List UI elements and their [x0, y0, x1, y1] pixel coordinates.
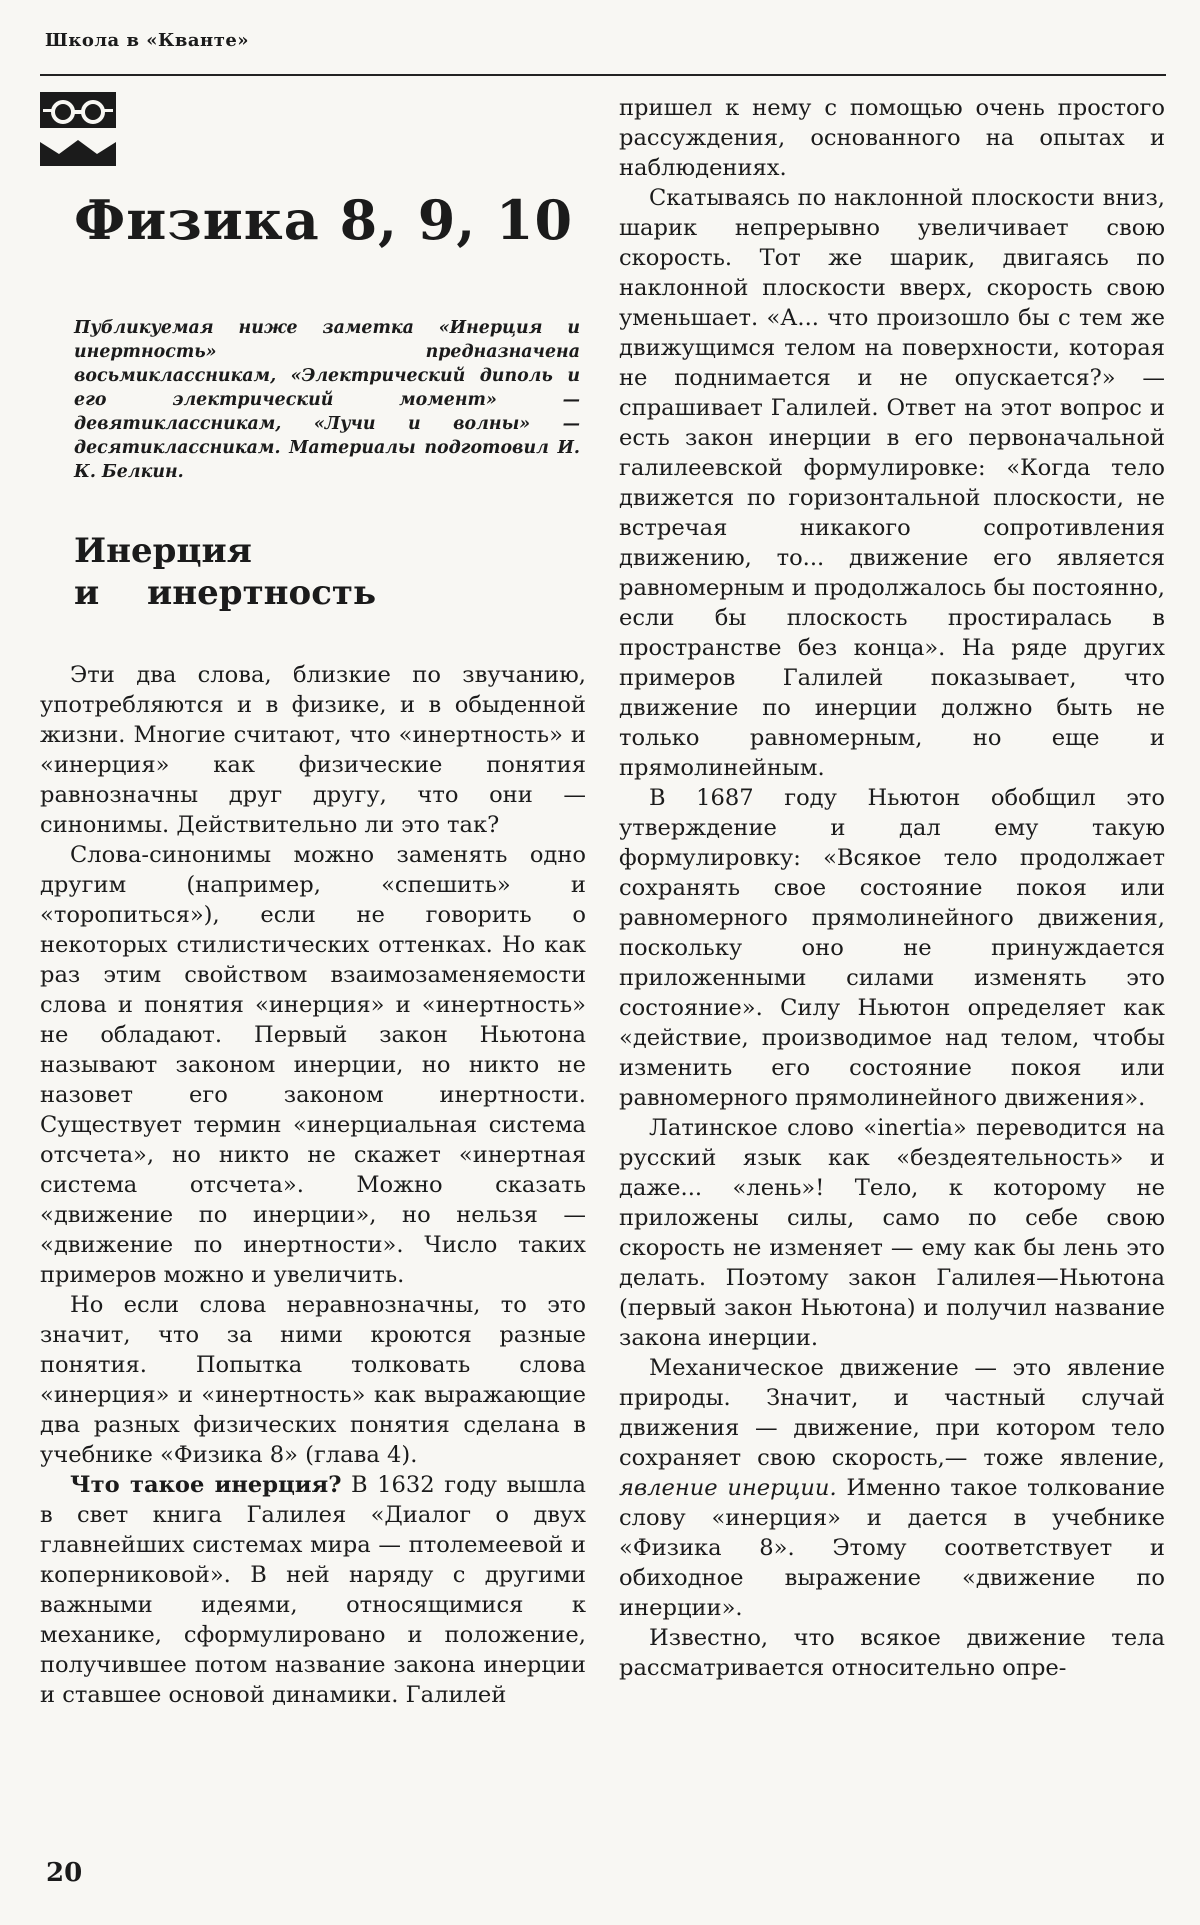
- article-title-line2: и инертность: [74, 573, 377, 613]
- paragraph-text: Именно такое толкование слову «инерция» и дается в учебнике «Физика 8». Этому соответствует и обиходное выражение «движение по инерции».: [619, 1475, 1165, 1621]
- page-title: Физика 8, 9, 10: [74, 188, 574, 252]
- paragraph: [40, 1470, 586, 1710]
- paragraph-text: Механическое движение — это явление природы. Значит, и частный случай движения — движение, при котором тело сохраняет свою скорость,— тоже явление,: [619, 1355, 1165, 1471]
- header-rule: [40, 74, 1166, 76]
- paragraph: Известно, что всякое движение тела рассматривается относительно опре-: [619, 1625, 1165, 1681]
- page-number: 20: [46, 1858, 83, 1888]
- paragraph: Латинское слово «inertia» переводится на русский язык как «бездеятельность» и даже... «лень»! Тело, к которому не приложены силы, само по себе свою скорость не изменяет — ему как бы лень это делать. Поэтому закон Галилея—Ньютона (первый закон Ньютона) и получил название закона инерции.: [619, 1115, 1165, 1351]
- paragraph: Слова-синонимы можно заменять одно другим (например, «спешить» и «торопиться»), если не говорить о некоторых стилистических оттенках. Но как раз этим свойством взаимозаменяемости слова и понятия «инерция» и «инертность» не обладают. Первый закон Ньютона называют законом инерции, но никто не назовет его законом инертности. Существует термин «инерциальная система отсчета», но никто не скажет «инертная система отсчета». Можно сказать «движение по инерции», но нельзя — «движение по инертности». Число таких примеров можно и увеличить.: [40, 842, 586, 1288]
- text-column-right: [619, 93, 1165, 1683]
- paragraph: В 1687 году Ньютон обобщил это утверждение и дал ему такую формулировку: «Всякое тело продолжает сохранять свое состояние покоя или равномерного прямолинейного движения, поскольку оно не принуждается приложенными силами изменять это состояние». Силу Ньютон определяет как «действие, производимое над телом, чтобы изменить его состояние покоя или равномерного прямолинейного движения».: [619, 785, 1165, 1111]
- paragraph: пришел к нему с помощью очень простого рассуждения, основанного на опытах и наблюдениях.: [619, 95, 1165, 181]
- paragraph: [619, 1353, 1165, 1623]
- article-title-line1: Инерция: [74, 531, 252, 571]
- paragraph: Скатываясь по наклонной плоскости вниз, шарик непрерывно увеличивает свою скорость. Тот же шарик, двигаясь по наклонной плоскости вверх, скорость свою уменьшает. «А... что произошло бы с тем же движущимся телом на поверхности, которая не поднимается и не опускается?» — спрашивает Галилей. Ответ на этот вопрос и есть закон инерции в его первоначальной галилеевской формулировке: «Когда тело движется по горизонтальной плоскости, не встречая никакого сопротивления движению, то... движение его является равномерным и продолжалось бы постоянно, если бы плоскость простиралась в пространстве без конца». На ряде других примеров Галилей показывает, что движение по инерции должно быть не только равномерным, но еще и прямолинейным.: [619, 185, 1165, 781]
- text-column-left: [40, 660, 586, 1710]
- inline-heading: Что такое инерция?: [70, 1472, 342, 1498]
- italic-term: явление инерции.: [619, 1475, 837, 1501]
- paragraph: Эти два слова, близкие по звучанию, употребляются и в физике, и в обыденной жизни. Многие считают, что «инертность» и «инерция» как физические понятия равнозначны друг другу, что они — синонимы. Действительно ли это так?: [40, 662, 586, 838]
- paragraph: Но если слова неравнозначны, то это значит, что за ними кроются разные понятия. Попытка толковать слова «инерция» и «инертность» как выражающие два разных физических понятия сделана в учебнике «Физика 8» (глава 4).: [40, 1292, 586, 1468]
- glasses-icon: [40, 92, 116, 166]
- article-title: [74, 530, 376, 614]
- intro-note: Публикуемая ниже заметка «Инерция и инертность» предназначена восьмиклассникам, «Электрический диполь и его электрический момент» — девятиклассникам, «Лучи и волны» — десятиклассникам. Материалы подготовил И. К. Белкин.: [74, 318, 580, 482]
- running-head: Школа в «Кванте»: [45, 30, 250, 51]
- paragraph-text: В 1632 году вышла в свет книга Галилея «Диалог о двух главнейших системах мира — птолемеевой и коперниковой». В ней наряду с другими важными идеями, относящимися к механике, сформулировано и положение, получившее потом название закона инерции и ставшее основой динамики. Галилей: [40, 1472, 586, 1708]
